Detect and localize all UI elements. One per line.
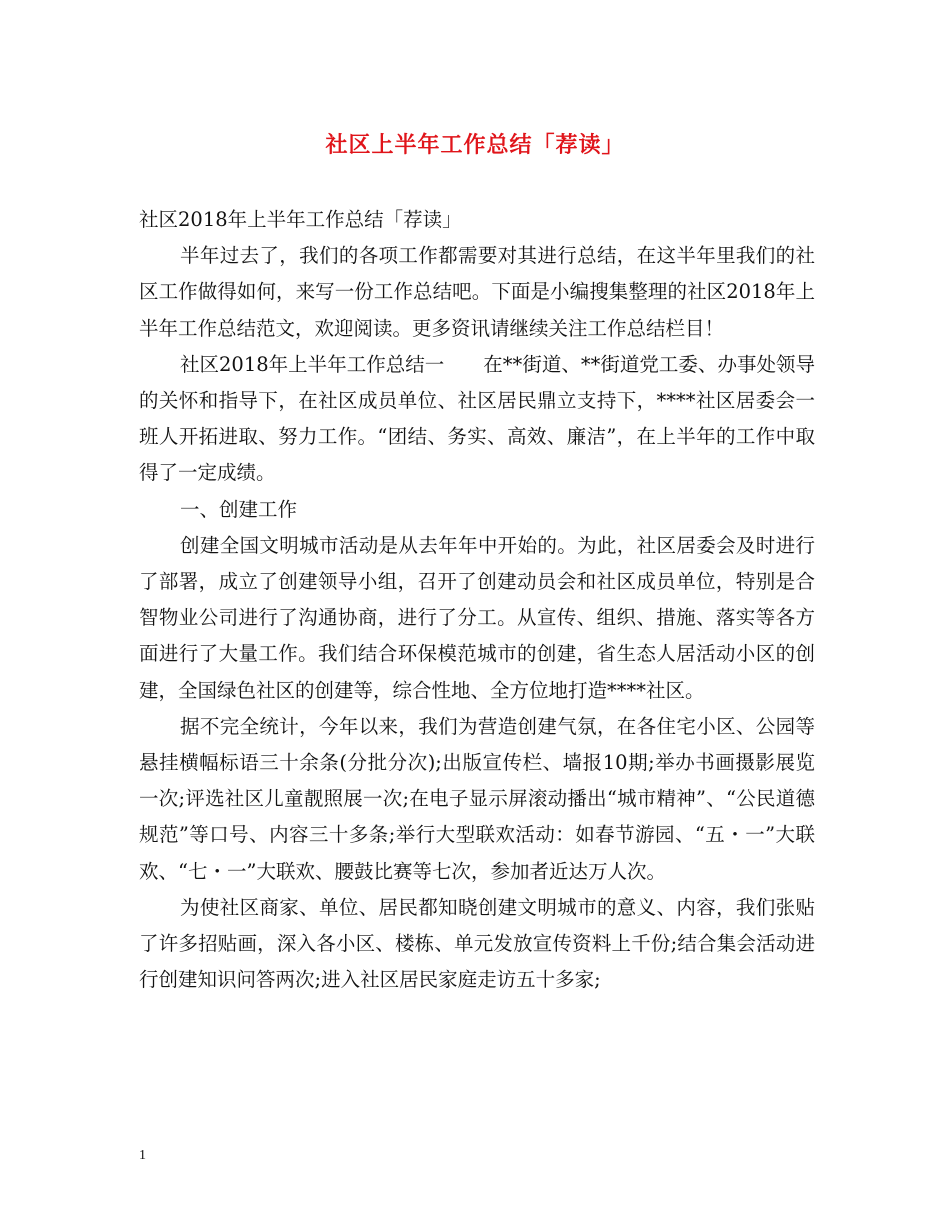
paragraph: 社区2018年上半年工作总结「荐读」 [139,208,462,231]
document-body [139,202,815,998]
paragraph: 据不完全统计，今年以来，我们为营造创建气氛，在各住宅小区、公园等悬挂横幅标语三十余条(分批分次);出版宣传栏、墙报10期;举办书画摄影展览一次;评选社区儿童靓照展一次;在电子显示屏滚动播出“城市精神”、“公民道德规范”等口号、内容三十多条;举行大型联欢活动：如春节游园、“五・一”大联欢、“七・一”大联欢、腰鼓比赛等七次，参加者近达万人次。 [139,714,815,883]
paragraph: 社区2018年上半年工作总结一 在**街道、**街道党工委、办事处领导的关怀和指导下，在社区成员单位、社区居民鼎立支持下，****社区居委会一班人开拓进取、努力工作。“团结、务实、高效、廉洁”，在上半年的工作中取得了一定成绩。 [139,352,815,485]
section-heading: 一、创建工作 [180,497,298,521]
document-title: 社区上半年工作总结「荐读」 [325,132,625,158]
page-number: 1 [139,1148,146,1163]
paragraph: 半年过去了，我们的各项工作都需要对其进行总结，在这半年里我们的社区工作做得如何，来写一份工作总结吧。下面是小编搜集整理的社区2018年上半年工作总结范文，欢迎阅读。更多资讯请继续关注工作总结栏目！ [139,244,815,340]
paragraph: 创建全国文明城市活动是从去年年中开始的。为此，社区居委会及时进行了部署，成立了创建领导小组，召开了创建动员会和社区成员单位，特别是合智物业公司进行了沟通协商，进行了分工。从宣传、组织、措施、落实等各方面进行了大量工作。我们结合环保模范城市的创建，省生态人居活动小区的创建，全国绿色社区的创建等，综合性地、全方位地打造****社区。 [139,533,815,702]
paragraph: 为使社区商家、单位、居民都知晓创建文明城市的意义、内容，我们张贴了许多招贴画，深入各小区、楼栋、单元发放宣传资料上千份;结合集会活动进行创建知识问答两次;进入社区居民家庭走访五十多家; [139,895,815,992]
